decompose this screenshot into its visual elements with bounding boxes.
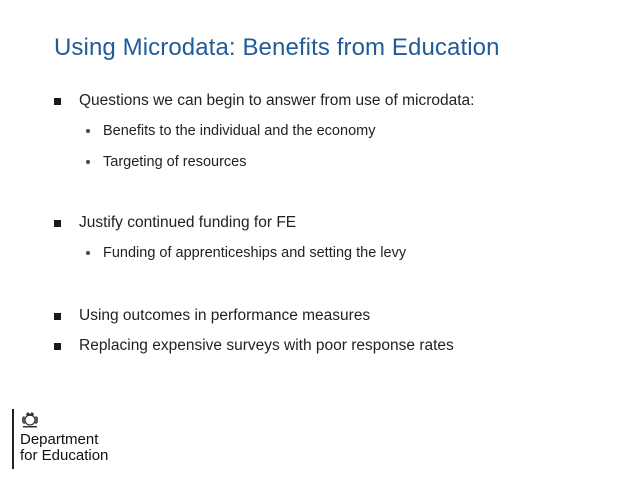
- square-bullet-icon: [54, 313, 61, 320]
- sub-bullet-text: Funding of apprenticeships and setting the levy: [103, 245, 407, 261]
- logo-text: [20, 432, 108, 464]
- bullet-item: [54, 92, 474, 110]
- dot-bullet-icon: [86, 160, 90, 164]
- bullet-text: Justify continued funding for FE: [79, 214, 297, 231]
- logo-line-2: for Education: [20, 447, 109, 464]
- sub-bullet-item: [86, 123, 375, 139]
- sub-bullet-text: Targeting of resources: [103, 154, 247, 170]
- logo-line-1: Department: [20, 431, 99, 448]
- dot-bullet-icon: [86, 251, 90, 255]
- bullet-text: Questions we can begin to answer from use of microdata:: [79, 92, 475, 109]
- sub-bullet-item: [86, 154, 246, 170]
- square-bullet-icon: [54, 98, 61, 105]
- logo-divider: [12, 409, 14, 469]
- sub-bullet-item: [86, 245, 406, 261]
- bullet-text: Using outcomes in performance measures: [79, 307, 371, 324]
- slide-title: Using Microdata: Benefits from Education: [54, 34, 500, 61]
- department-for-education-logo: [8, 407, 130, 471]
- square-bullet-icon: [54, 343, 61, 350]
- bullet-item: [54, 307, 370, 325]
- square-bullet-icon: [54, 220, 61, 227]
- royal-crest-icon: [20, 409, 40, 429]
- bullet-text: Replacing expensive surveys with poor response rates: [79, 337, 454, 354]
- dot-bullet-icon: [86, 129, 90, 133]
- bullet-item: [54, 214, 296, 232]
- sub-bullet-text: Benefits to the individual and the economy: [103, 123, 376, 139]
- bullet-item: [54, 337, 454, 355]
